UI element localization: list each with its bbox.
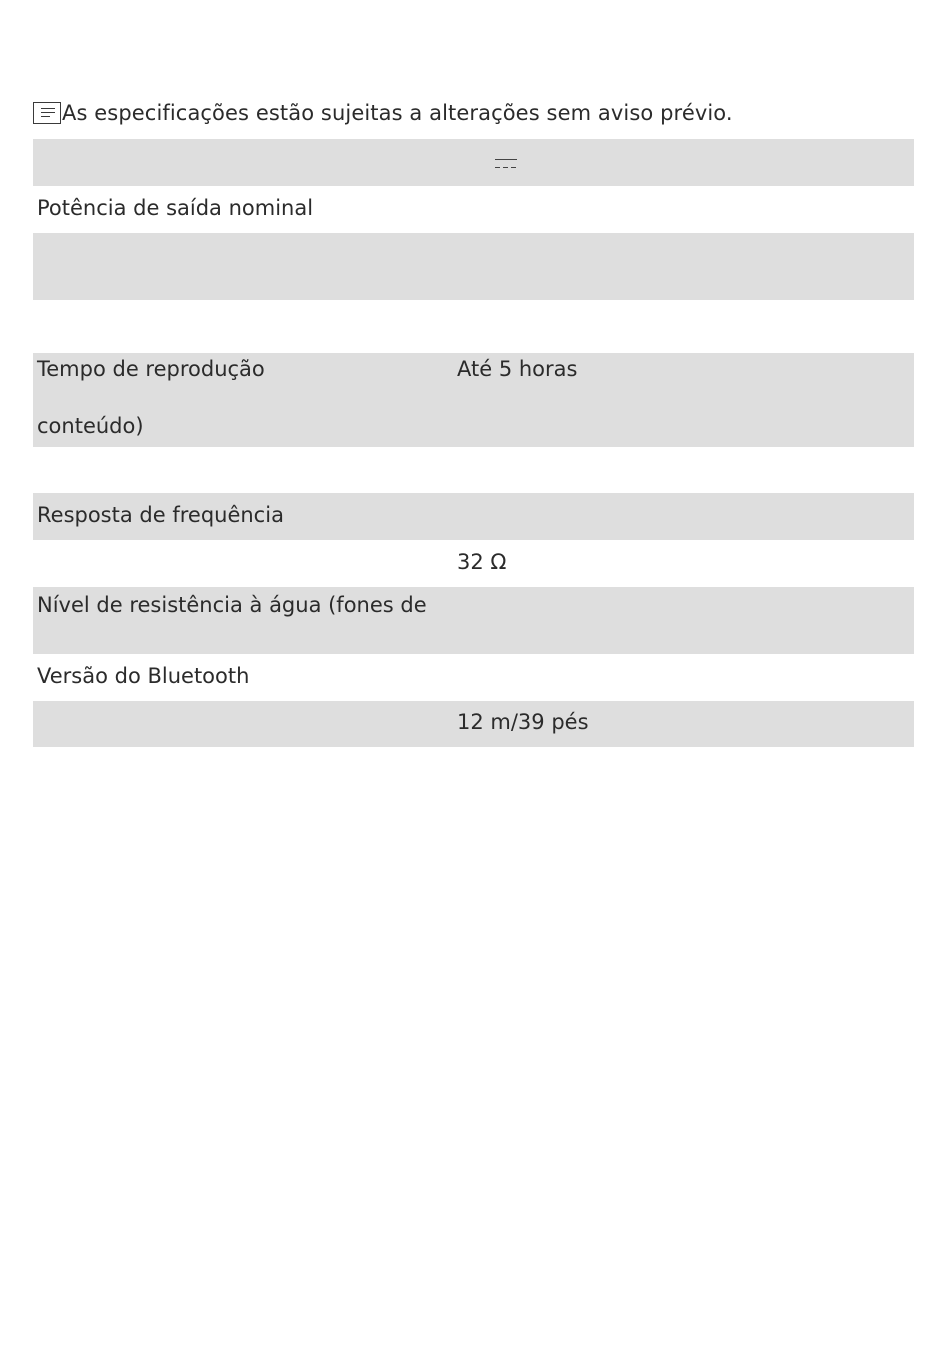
table-row bbox=[33, 587, 914, 654]
row-value: 32 Ω bbox=[457, 550, 507, 574]
dc-symbol-icon bbox=[495, 159, 517, 169]
table-row bbox=[33, 540, 914, 587]
spec-note-text: As especificações estão sujeitas a alterações sem aviso prévio. bbox=[62, 101, 733, 125]
table-row bbox=[33, 701, 914, 747]
row-label: Tempo de reprodução bbox=[37, 357, 265, 381]
row-value: 12 m/39 pés bbox=[457, 710, 589, 734]
table-row bbox=[33, 233, 914, 300]
row-label: Nível de resistência à água (fones de bbox=[37, 593, 427, 617]
table-row bbox=[33, 654, 914, 701]
row-value: Até 5 horas bbox=[457, 357, 578, 381]
table-row bbox=[33, 353, 914, 447]
row-label-continued: conteúdo) bbox=[37, 414, 144, 438]
table-row bbox=[33, 186, 914, 233]
spec-note bbox=[33, 98, 733, 128]
table-row bbox=[33, 493, 914, 540]
row-label: Resposta de frequência bbox=[37, 503, 284, 527]
row-label: Versão do Bluetooth bbox=[37, 664, 250, 688]
table-header-row bbox=[33, 139, 914, 186]
note-icon bbox=[33, 102, 61, 124]
row-label: Potência de saída nominal bbox=[37, 196, 314, 220]
